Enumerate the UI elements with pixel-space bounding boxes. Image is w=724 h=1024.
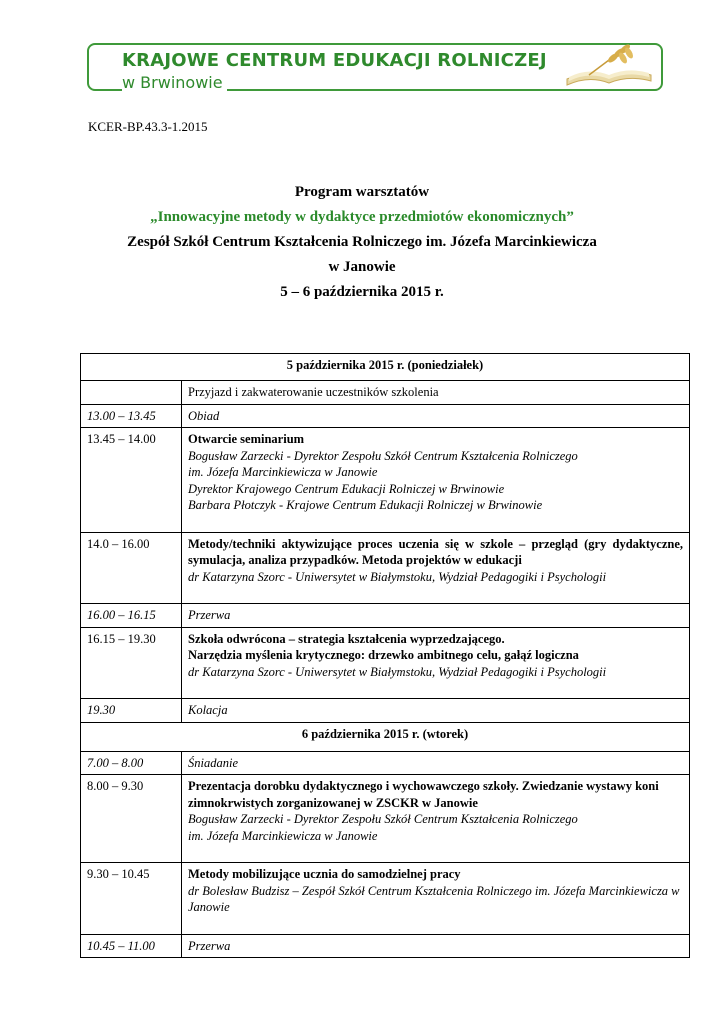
speaker-text: Bogusław Zarzecki - Dyrektor Zespołu Szkół Centrum Kształcenia Rolniczego xyxy=(188,812,578,826)
day-header: 5 października 2015 r. (poniedziałek) xyxy=(81,354,690,381)
activity-text: Śniadanie xyxy=(188,755,238,770)
session-title: Prezentacja dorobku dydaktycznego i wychowawczego szkoły. Zwiedzanie wystawy koni zimnokrwistych zorganizowanej w ZSCKR w Janowie xyxy=(188,779,659,810)
time-cell: 14.0 – 16.00 xyxy=(81,532,182,604)
session-title: Metody mobilizujące ucznia do samodzielnej pracy xyxy=(188,867,461,881)
time-cell: 13.45 – 14.00 xyxy=(81,428,182,533)
time-cell: 13.00 – 13.45 xyxy=(81,404,182,428)
activity-text: Przyjazd i zakwaterowanie uczestników szkolenia xyxy=(188,385,439,399)
speaker-text: Dyrektor Krajowego Centrum Edukacji Rolniczej w Brwinowie xyxy=(188,481,505,496)
table-row xyxy=(81,604,690,628)
day-header: 6 października 2015 r. (wtorek) xyxy=(81,722,690,751)
table-row xyxy=(81,699,690,723)
day-header-row xyxy=(81,722,690,751)
activity-cell xyxy=(182,604,690,628)
day-header-row xyxy=(81,354,690,381)
workshop-name: „Innowacyjne metody w dydaktyce przedmiotów ekonomicznych” xyxy=(150,209,574,225)
table-row xyxy=(81,428,690,533)
activity-text: Przerwa xyxy=(188,938,231,953)
time-cell: 9.30 – 10.45 xyxy=(81,863,182,935)
session-title: Metody/techniki aktywizujące proces uczenia się w szkole – przegląd (gry dydaktyczne, symulacja, analiza przypadków. Metoda projektów w edukacji xyxy=(188,536,683,567)
book-wheat-icon xyxy=(559,39,659,89)
speaker-text: im. Józefa Marcinkiewicza w Janowie xyxy=(188,465,378,479)
table-row xyxy=(81,775,690,863)
logo xyxy=(87,43,663,91)
location: w Janowie xyxy=(328,259,396,275)
speaker-text: dr Bolesław Budzisz – Zespół Szkół Centrum Kształcenia Rolniczego im. Józefa Marcinkiewicza w Janowie xyxy=(188,883,680,914)
speaker-text: dr Katarzyna Szorc - Uniwersytet w Białymstoku, Wydział Pedagogiki i Psychologii xyxy=(188,569,607,584)
time-cell: 19.30 xyxy=(81,699,182,723)
activity-cell xyxy=(182,775,690,863)
logo-title: KRAJOWE CENTRUM EDUKACJI ROLNICZEJ xyxy=(122,50,547,71)
activity-cell xyxy=(182,863,690,935)
activity-cell xyxy=(182,428,690,533)
activity-cell xyxy=(182,627,690,699)
table-row xyxy=(81,404,690,428)
date-range: 5 – 6 października 2015 r. xyxy=(280,284,444,300)
session-title: Szkoła odwrócona – strategia kształcenia wyprzedzającego. xyxy=(188,631,505,646)
time-cell: 10.45 – 11.00 xyxy=(81,934,182,958)
table-row xyxy=(81,934,690,958)
time-cell: 7.00 – 8.00 xyxy=(81,751,182,775)
table-row xyxy=(81,751,690,775)
document-titles xyxy=(0,180,724,305)
activity-cell xyxy=(182,751,690,775)
speaker-text: im. Józefa Marcinkiewicza w Janowie xyxy=(188,828,378,843)
time-cell: 16.00 – 16.15 xyxy=(81,604,182,628)
activity-cell xyxy=(182,532,690,604)
table-row xyxy=(81,381,690,405)
activity-cell xyxy=(182,934,690,958)
activity-text: Obiad xyxy=(188,408,220,423)
time-cell xyxy=(81,381,182,405)
table-row xyxy=(81,532,690,604)
speaker-text: Barbara Płotczyk - Krajowe Centrum Edukacji Rolniczej w Brwinowie xyxy=(188,498,543,512)
activity-text: Kolacja xyxy=(188,703,228,717)
time-cell: 8.00 – 9.30 xyxy=(81,775,182,863)
activity-text: Przerwa xyxy=(188,608,231,622)
speaker-text: dr Katarzyna Szorc - Uniwersytet w Białymstoku, Wydział Pedagogiki i Psychologii xyxy=(188,664,607,679)
table-row xyxy=(81,863,690,935)
program-title: Program warsztatów xyxy=(294,184,430,200)
activity-cell xyxy=(182,381,690,405)
time-cell: 16.15 – 19.30 xyxy=(81,627,182,699)
speaker-text: Bogusław Zarzecki - Dyrektor Zespołu Szkół Centrum Kształcenia Rolniczego xyxy=(188,448,578,463)
document-reference-number: KCER-BP.43.3-1.2015 xyxy=(88,119,208,134)
session-title: Narzędzia myślenia krytycznego: drzewko ambitnego celu, gałąź logiczna xyxy=(188,648,579,662)
activity-cell xyxy=(182,404,690,428)
session-title: Otwarcie seminarium xyxy=(188,432,305,446)
table-row xyxy=(81,627,690,699)
activity-cell xyxy=(182,699,690,723)
school-name: Zespół Szkół Centrum Kształcenia Rolniczego im. Józefa Marcinkiewicza xyxy=(127,234,597,250)
schedule-table xyxy=(80,353,690,958)
logo-subtitle: w Brwinowie xyxy=(122,73,227,92)
